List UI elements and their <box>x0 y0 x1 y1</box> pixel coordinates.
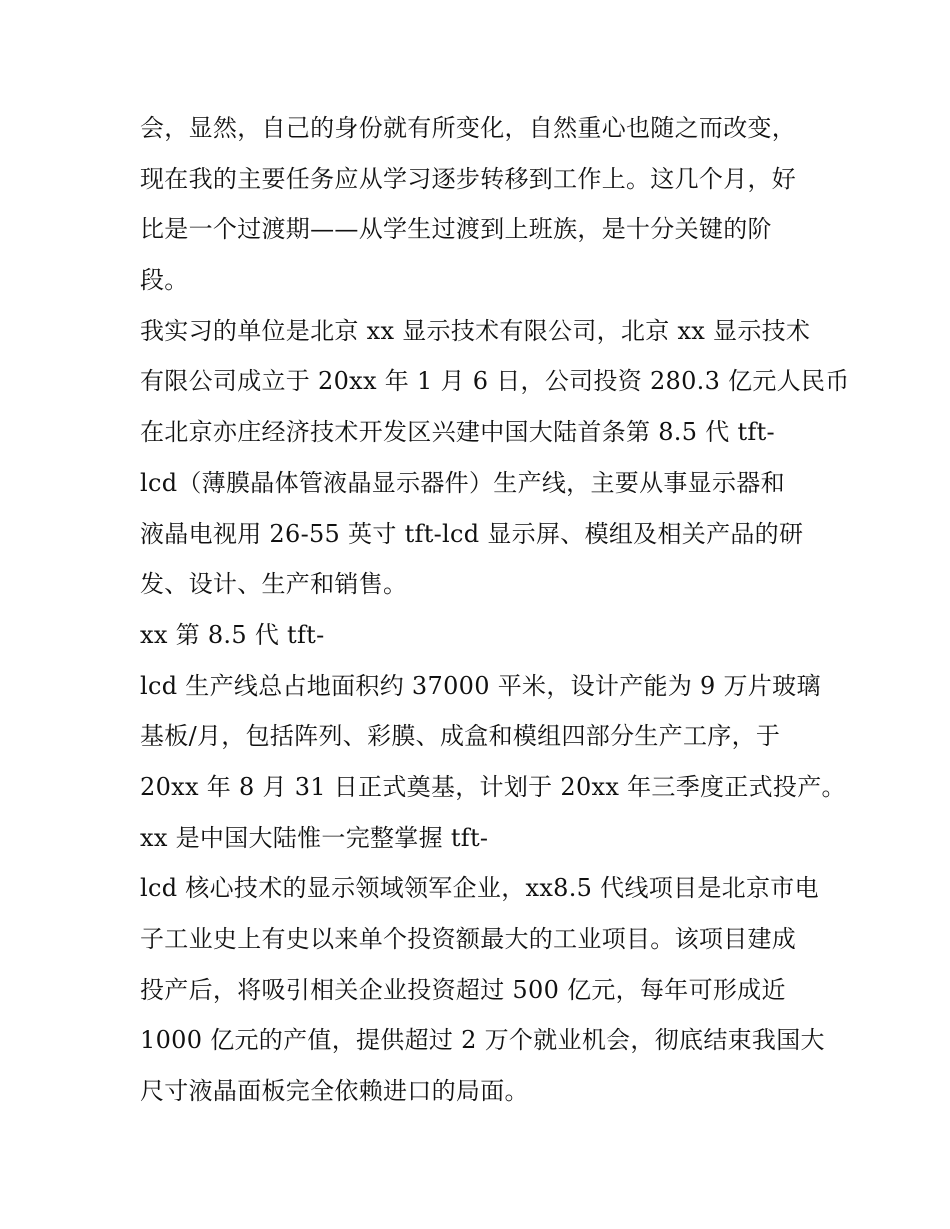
text-line: 子工业史上有史以来单个投资额最大的工业项目。该项目建成 <box>140 925 797 953</box>
text-line: 有限公司成立于 20xx 年 1 月 6 日，公司投资 280.3 亿元人民币 <box>140 367 850 396</box>
text-line: xx 是中国大陆惟一完整掌握 tft- <box>140 823 489 852</box>
text-line: 现在我的主要任务应从学习逐步转移到工作上。这几个月，好 <box>140 164 797 193</box>
text-line: 发、设计、生产和销售。 <box>140 570 408 599</box>
text-line: 20xx 年 8 月 31 日正式奠基，计划于 20xx 年三季度正式投产。 <box>140 772 846 801</box>
text-line: 基板/月，包括阵列、彩膜、成盒和模组四部分生产工序，于 <box>140 722 781 751</box>
text-line: xx 第 8.5 代 tft- <box>140 620 325 649</box>
text-line: 在北京亦庄经济技术开发区兴建中国大陆首条第 8.5 代 tft- <box>140 418 775 447</box>
text-line: 比是一个过渡期——从学生过渡到上班族，是十分关键的阶 <box>140 215 772 244</box>
text-line: 投产后，将吸引相关企业投资超过 500 亿元，每年可形成近 <box>140 975 786 1004</box>
text-line: 会，显然，自己的身份就有所变化，自然重心也随之而改变， <box>140 114 797 142</box>
text-line: 液晶电视用 26-55 英寸 tft-lcd 显示屏、模组及相关产品的研 <box>140 519 804 548</box>
text-line: 1000 亿元的产值，提供超过 2 万个就业机会，彻底结束我国大 <box>140 1026 825 1055</box>
text-line: 段。 <box>140 266 189 295</box>
document-body <box>140 103 850 1117</box>
text-line: lcd 生产线总占地面积约 37000 平米，设计产能为 9 万片玻璃 <box>140 671 821 700</box>
text-line: lcd（薄膜晶体管液晶显示器件）生产线，主要从事显示器和 <box>140 468 785 497</box>
text-line: 我实习的单位是北京 xx 显示技术有限公司，北京 xx 显示技术 <box>140 316 811 345</box>
text-line: 尺寸液晶面板完全依赖进口的局面。 <box>140 1077 529 1106</box>
text-line: lcd 核心技术的显示领域领军企业，xx8.5 代线项目是北京市电 <box>140 874 819 903</box>
